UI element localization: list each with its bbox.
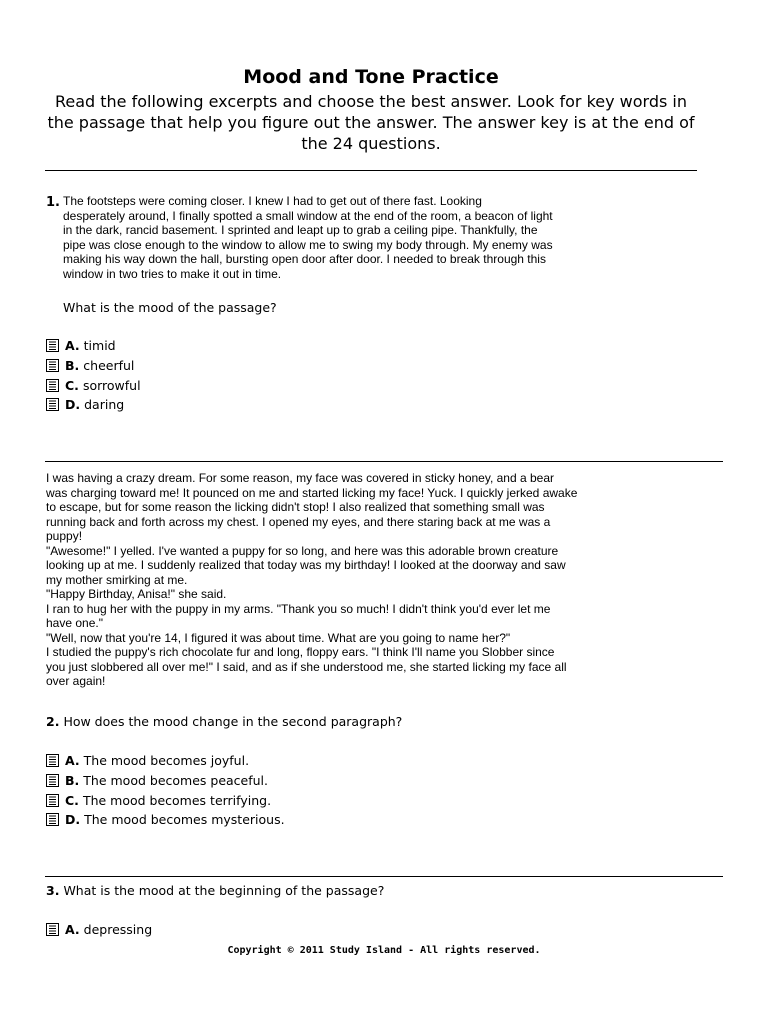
question-2-text: How does the mood change in the second paragraph? [63,714,403,729]
answer-text: depressing [83,922,153,938]
answer-text: The mood becomes peaceful. [83,773,268,789]
reading-passage: I was having a crazy dream. For some reason, my face was covered in sticky honey, and a bear was charging toward me! It pounced on me and started licking my face! Yuck. I quickly jerked awake to escape, but for some reason the licking didn't stop! I also realized that something small was running back and forth across my chest. I opened my eyes, and there staring back at me was a puppy! "Awesome!" I yelled. I've wanted a puppy for so long, and here was this adorable brown creature looking up at me. I suddenly realized that today was my birthday! I looked at the doorway and saw my mother smirking at me. "Happy Birthday, Anisa!" she said. I ran to hug her with the puppy in my arms. "Thank you so much! I didn't think you'd ever let me have one." "Well, now that you're 14, I figured it was about time. What are you going to name her?" I studied the puppy's rich chocolate fur and long, floppy ears. "I think I'll name you Slobber since you just slobbered all over me!" I said, and as if she understood me, she started licking my face all over again! [46,471,578,688]
question-1-number: 1. [46,195,60,210]
answer-letter: C. [65,792,79,808]
answer-choice[interactable] [46,771,285,791]
instructions: Read the following excerpts and choose the best answer. Look for key words in the passage that help you figure out the answer. The answer key is at the end of the 24 questions. [47,92,695,153]
answer-checkbox-icon[interactable] [46,379,59,392]
answer-text: The mood becomes terrifying. [82,792,272,808]
answer-letter: B. [65,773,80,789]
question-3-text: What is the mood at the beginning of the passage? [63,883,385,898]
answer-letter: A. [65,338,80,354]
answer-letter: C. [65,377,79,393]
answer-choice[interactable] [46,395,141,415]
question-3-prompt [46,883,384,898]
question-1-prompt: What is the mood of the passage? [63,300,277,315]
answer-checkbox-icon[interactable] [46,774,59,787]
answer-checkbox-icon[interactable] [46,398,59,411]
question-2-number: 2. [46,714,60,729]
answer-checkbox-icon[interactable] [46,359,59,372]
question-2-prompt [46,714,402,729]
answer-choice[interactable] [46,356,141,376]
question-2-choices [46,751,285,830]
answer-text: sorrowful [82,377,141,393]
answer-checkbox-icon[interactable] [46,923,59,936]
answer-choice[interactable] [46,790,285,810]
question-1-choices [46,336,141,415]
page-title: Mood and Tone Practice [243,66,499,88]
copyright-footer: Copyright © 2011 Study Island - All rights reserved. [227,945,541,956]
question-3-number: 3. [46,883,60,898]
answer-text: daring [84,397,125,413]
answer-letter: A. [65,922,80,938]
answer-checkbox-icon[interactable] [46,339,59,352]
divider [45,876,723,877]
divider [45,461,723,462]
answer-text: The mood becomes mysterious. [84,812,285,828]
answer-letter: A. [65,753,80,769]
answer-checkbox-icon[interactable] [46,813,59,826]
answer-checkbox-icon[interactable] [46,794,59,807]
answer-text: The mood becomes joyful. [83,753,250,769]
answer-choice[interactable] [46,920,152,940]
answer-choice[interactable] [46,336,141,356]
answer-letter: D. [65,812,81,828]
answer-text: cheerful [83,358,135,374]
answer-letter: D. [65,397,81,413]
answer-choice[interactable] [46,375,141,395]
answer-text: timid [83,338,116,354]
answer-checkbox-icon[interactable] [46,754,59,767]
question-1-passage: The footsteps were coming closer. I knew I had to get out of there fast. Looking desperately around, I finally spotted a small window at the end of the room, a beacon of light in the dark, rancid basement. I sprinted and leapt up to grab a ceiling pipe. Thankfully, the pipe was close enough to the window to allow me to swing my body through. My enemy was making his way down the hall, bursting open door after door. I needed to break through this window in two tries to make it out in time. [63,194,553,281]
answer-letter: B. [65,358,80,374]
question-3-choices [46,920,152,940]
answer-choice[interactable] [46,751,285,771]
answer-choice[interactable] [46,810,285,830]
divider [45,170,697,171]
